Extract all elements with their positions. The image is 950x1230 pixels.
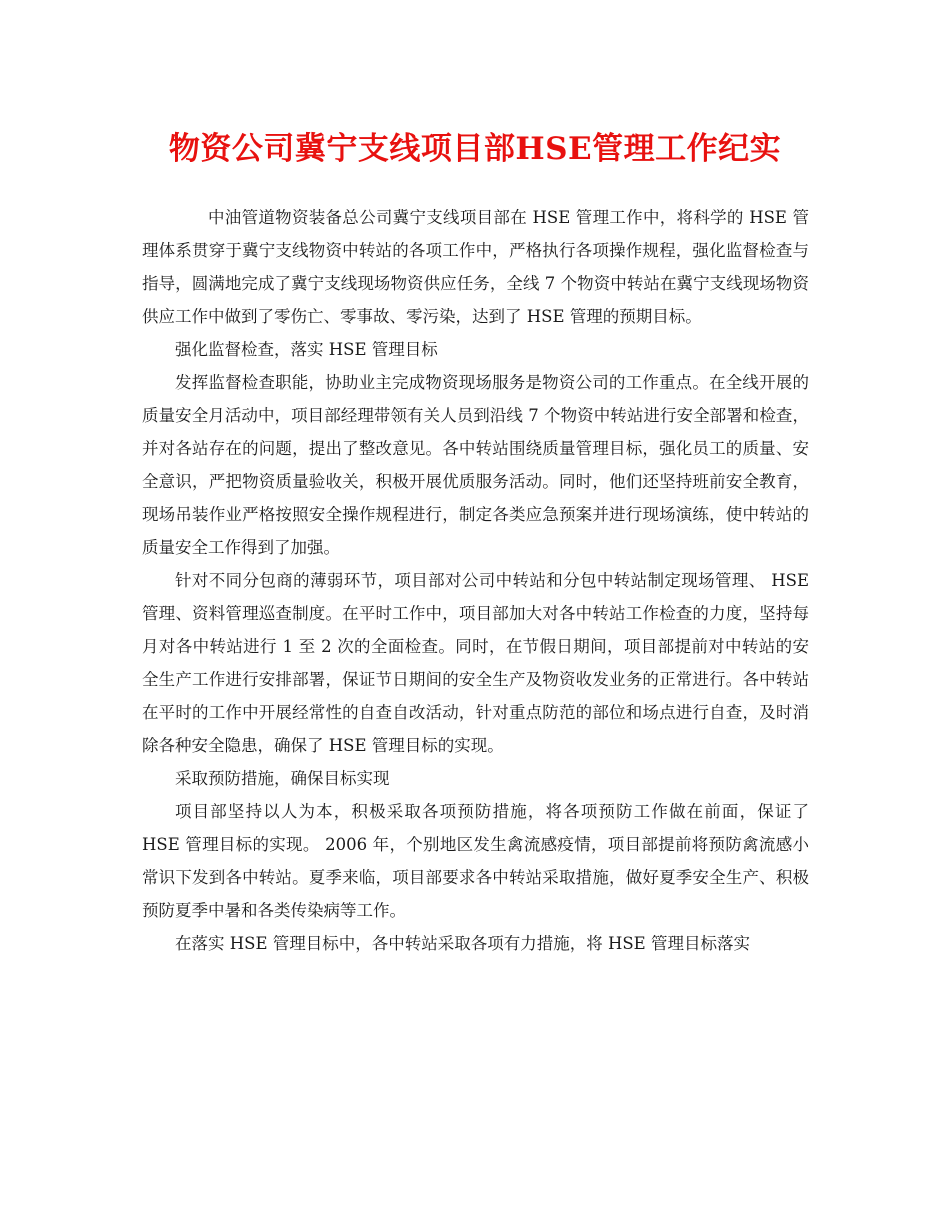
section-heading-supervision: 强化监督检查，落实 HSE 管理目标 <box>175 340 438 359</box>
section-heading-prevention: 采取预防措施，确保目标实现 <box>175 769 390 788</box>
paragraph-inspection: 针对不同分包商的薄弱环节，项目部对公司中转站和分包中转站制定现场管理、 HSE 管理、资料管理巡查制度。在平时工作中，项目部加大对各中转站工作检查的力度，坚持每月对各中转站进行 1 至 2 次的全面检查。同时，在节假日期间，项目部提前对中转站的安全生产工作进行安排部署，保证节日期间的安全生产及物资收发业务的正常进行。各中转站在平时的工作中开展经常性的自查自改活动，针对重点防范的部位和场点进行自查，及时消除各种安全隐患，确保了 HSE 管理目标的实现。 <box>142 571 809 755</box>
document-title: 物资公司冀宁支线项目部HSE管理工作纪实 <box>168 131 782 167</box>
paragraph-implementation: 在落实 HSE 管理目标中，各中转站采取各项有力措施，将 HSE 管理目标落实 <box>175 934 750 953</box>
paragraph-prevention: 项目部坚持以人为本，积极采取各项预防措施，将各项预防工作做在前面，保证了 HSE 管理目标的实现。 2006 年，个别地区发生禽流感疫情，项目部提前将预防禽流感小常识下发到各中转站。夏季来临，项目部要求各中转站采取措施，做好夏季安全生产、积极预防夏季中暑和各类传染病等工作。 <box>142 802 809 920</box>
document-body <box>142 201 809 960</box>
paragraph-supervision: 发挥监督检查职能，协助业主完成物资现场服务是物资公司的工作重点。在全线开展的质量安全月活动中，项目部经理带领有关人员到沿线 7 个物资中转站进行安全部署和检查，并对各站存在的问题，提出了整改意见。各中转站围绕质量管理目标，强化员工的质量、安全意识，严把物资质量验收关，积极开展优质服务活动。同时，他们还坚持班前安全教育，现场吊装作业严格按照安全操作规程进行，制定各类应急预案并进行现场演练，使中转站的质量安全工作得到了加强。 <box>142 373 809 557</box>
paragraph-intro: 中油管道物资装备总公司冀宁支线项目部在 HSE 管理工作中，将科学的 HSE 管理体系贯穿于冀宁支线物资中转站的各项工作中，严格执行各项操作规程，强化监督检查与指导，圆满地完成了冀宁支线现场物资供应任务，全线 7 个物资中转站在冀宁支线现场物资供应工作中做到了零伤亡、零事故、零污染，达到了 HSE 管理的预期目标。 <box>142 208 809 326</box>
